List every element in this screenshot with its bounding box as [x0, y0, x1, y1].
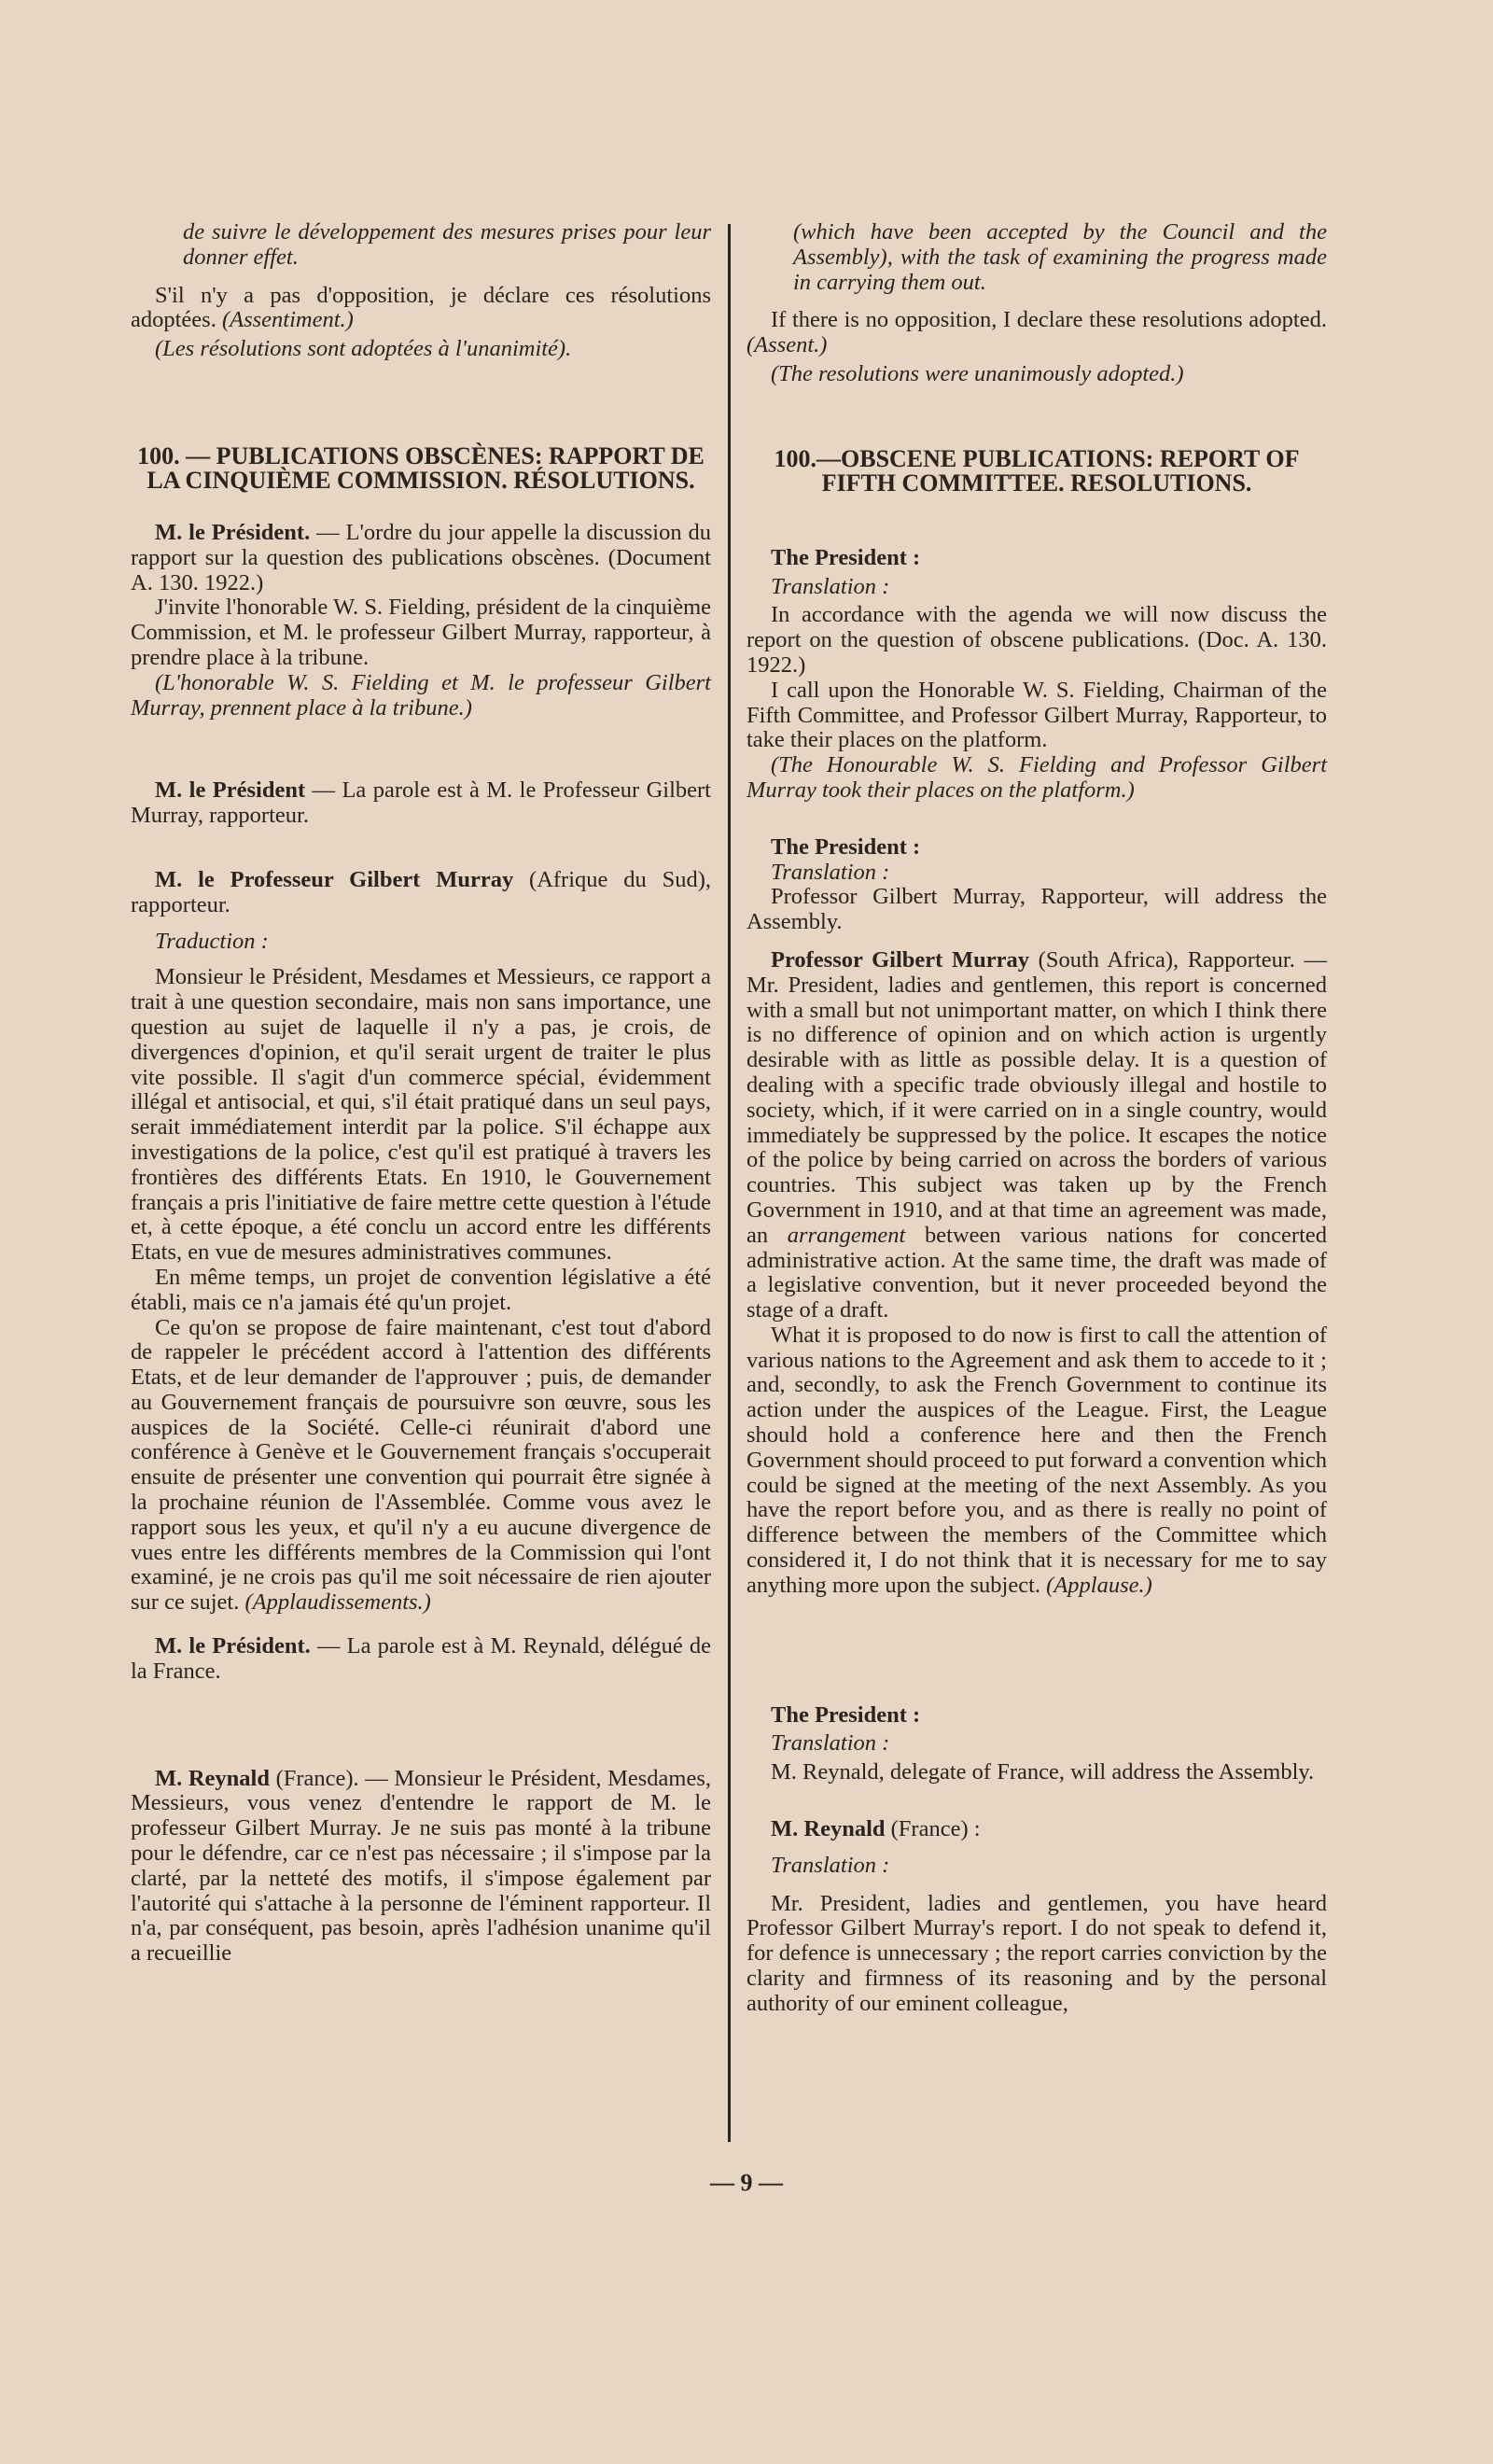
paragraph: M. le Président. — L'ordre du jour appelle la discussion du rapport sur la question des publications obscènes. (Document A. 130. 1922.)	[131, 519, 712, 595]
translation-label: Translation :	[771, 1852, 890, 1878]
paragraph: Ce qu'on se propose de faire maintenant, c'est tout d'abord de rappeler le précédent accord à l'attention des différents Etats, et de leur demander de l'approuver ; puis, de demander au Gouvernement français de poursuivre son œuvre, sous les auspices de la Société. Celle-ci réunirait d'abord une conférence à Genève et le Gouvernement français s'occuperait ensuite de présenter une convention qui pourrait être signée à la prochaine réunion de l'Assemblée. Comme vous avez le rapport sous les yeux, et qu'il n'y a eu aucune divergence de vues entre les différents membres de la Commission qui l'ont examiné, je ne crois pas qu'il me soit nécessaire de rien ajouter sur ce sujet. (Applaudissements.)	[131, 1314, 711, 1616]
paragraph: J'invite l'honorable W. S. Fielding, président de la cinquième Commission, et M. le professeur Gilbert Murray, rapporteur, à prendre place à la tribune.	[131, 595, 711, 670]
paragraph: (The Honourable W. S. Fielding and Professor Gilbert Murray took their places on the platform.)	[746, 752, 1327, 803]
speaker-name: M. le Président	[155, 777, 306, 804]
paragraph: de suivre le développement des mesures prises pour leur donner effet.	[183, 219, 711, 270]
paragraph: M. le Président. — La parole est à M. Reynald, délégué de la France.	[131, 1633, 711, 1684]
speaker-name: Professor Gilbert Murray	[771, 946, 1029, 973]
paragraph: M. Reynald (France) :	[771, 1816, 981, 1842]
speaker-name: M. Reynald	[155, 1765, 270, 1791]
translation-label: Translation :	[771, 1730, 890, 1757]
paragraph: M. le Président — La parole est à M. le Professeur Gilbert Murray, rapporteur.	[131, 777, 711, 829]
speaker-name: The President :	[771, 833, 921, 860]
paragraph: In accordance with the agenda we will now discuss the report on the question of obscene publications. (Doc. A. 130. 1922.)	[746, 602, 1327, 678]
paragraph: S'il n'y a pas d'opposition, je déclare ces résolutions adoptées. (Assentiment.)	[131, 282, 711, 333]
english-column	[746, 220, 1327, 2017]
section-heading: 100.—OBSCENE PUBLICATIONS: REPORT OF FIFTH COMMITTEE. RESOLUTIONS.	[774, 444, 1300, 497]
paragraph: (The resolutions were unanimously adopted.)	[771, 360, 1184, 386]
page-number: — 9 —	[710, 2169, 783, 2196]
speaker-name: The President :	[771, 1701, 921, 1728]
french-column	[131, 220, 711, 1967]
paragraph: M. Reynald (France). — Monsieur le Président, Mesdames, Messieurs, vous venez d'entendre le rapport de M. le professeur Gilbert Murray. Je ne suis pas monté à la tribune pour le défendre, car ce n'est pas nécessaire ; il s'impose par la clarté, par la netteté des motifs, il s'impose également par l'autorité qui s'attache à la personne de l'éminent rapporteur. Il n'a, par conséquent, pas besoin, après l'adhésion unanime qu'il a recueillie	[131, 1765, 712, 1967]
paragraph: What it is proposed to do now is first to call the attention of various nations to the Agreement and ask them to accede to it ; and, secondly, to ask the French Government to continue its action under the auspices of the League. First, the League should hold a conference here and then the French Government should proceed to put forward a convention which could be signed at the meeting of the next Assembly. As you have the report before you, and as there is really no point of difference between the members of the Committee which considered it, I do not think that it is necessary for me to say anything more upon the subject. (Applause.)	[746, 1322, 1327, 1598]
speaker-name: M. Reynald	[771, 1816, 886, 1842]
paragraph: Professor Gilbert Murray, Rapporteur, will address the Assembly.	[746, 884, 1327, 935]
paragraph: Professor Gilbert Murray (South Africa), Rapporteur. —Mr. President, ladies and gentlemen, this report is concerned with a small but not unimportant matter, on which I think there is no difference of opinion and on which action is urgently desirable with as little as possible delay. It is a question of dealing with a specific trade obviously illegal and hostile to society, which, if it were carried on in a single country, would immediately be suppressed by the police. It escapes the notice of the police by being carried on across the borders of various countries. This subject was taken up by the French Government in 1910, and at that time an agreement was made, an arrangement between various nations for concerted administrative action. At the same time, the draft was made of a legislative convention, but it never proceeded beyond the stage of a draft.	[746, 946, 1327, 1323]
column-divider	[728, 224, 731, 2142]
speaker-name: M. le Président.	[155, 519, 311, 545]
translation-label: Traduction :	[155, 928, 269, 954]
paragraph: Monsieur le Président, Mesdames et Messieurs, ce rapport a trait à une question secondaire, mais non sans importance, une question au sujet de laquelle il n'y a pas, je crois, de divergences d'opinion, et qu'il serait urgent de traiter le plus vite possible. Il s'agit d'un commerce spécial, évidemment illégal et antisocial, et qui, s'il était pratiqué dans un seul pays, serait immédiatement interdit par la police. S'il échappe aux investigations de la police, c'est qu'il est pratiqué à travers les frontières des différents Etats. En 1910, le Gouvernement français a pris l'initiative de faire mettre cette question à l'étude et, à cette époque, a été conclu un accord entre les différents Etats, en vue de mesures administratives communes.	[131, 964, 711, 1266]
paragraph: M. Reynald, delegate of France, will address the Assembly.	[771, 1759, 1315, 1785]
paragraph: I call upon the Honorable W. S. Fielding, Chairman of the Fifth Committee, and Professor Gilbert Murray, Rapporteur, to take their places on the platform.	[746, 677, 1327, 753]
speaker-name: M. le Président.	[155, 1633, 311, 1659]
speaker-name: The President :	[771, 544, 921, 570]
speaker-name: M. le Professeur Gilbert Murray	[155, 866, 514, 892]
paragraph: (which have been accepted by the Council and the Assembly), with the task of examining the progress made in carrying them out.	[793, 219, 1327, 295]
translation-label: Translation :	[771, 859, 890, 885]
paragraph: (Les résolutions sont adoptées à l'unanimité).	[155, 336, 572, 362]
paragraph: (L'honorable W. S. Fielding et M. le professeur Gilbert Murray, prennent place à la tribune.)	[131, 669, 711, 721]
paragraph: If there is no opposition, I declare these resolutions adopted. (Assent.)	[746, 307, 1327, 358]
paragraph: M. le Professeur Gilbert Murray (Afrique du Sud), rapporteur.	[131, 866, 711, 917]
section-heading: 100. — PUBLICATIONS OBSCÈNES: RAPPORT DE LA CINQUIÈME COMMISSION. RÉSOLUTIONS.	[137, 441, 705, 494]
paragraph: Mr. President, ladies and gentlemen, you have heard Professor Gilbert Murray's report. I do not speak to defend it, for defence is unnecessary ; the report carries conviction by the clarity and firmness of its reasoning and by the personal authority of our eminent colleague,	[746, 1890, 1327, 2016]
translation-label: Translation :	[771, 573, 890, 599]
paragraph: En même temps, un projet de convention législative a été établi, mais ce n'a jamais été qu'un projet.	[131, 1264, 711, 1315]
